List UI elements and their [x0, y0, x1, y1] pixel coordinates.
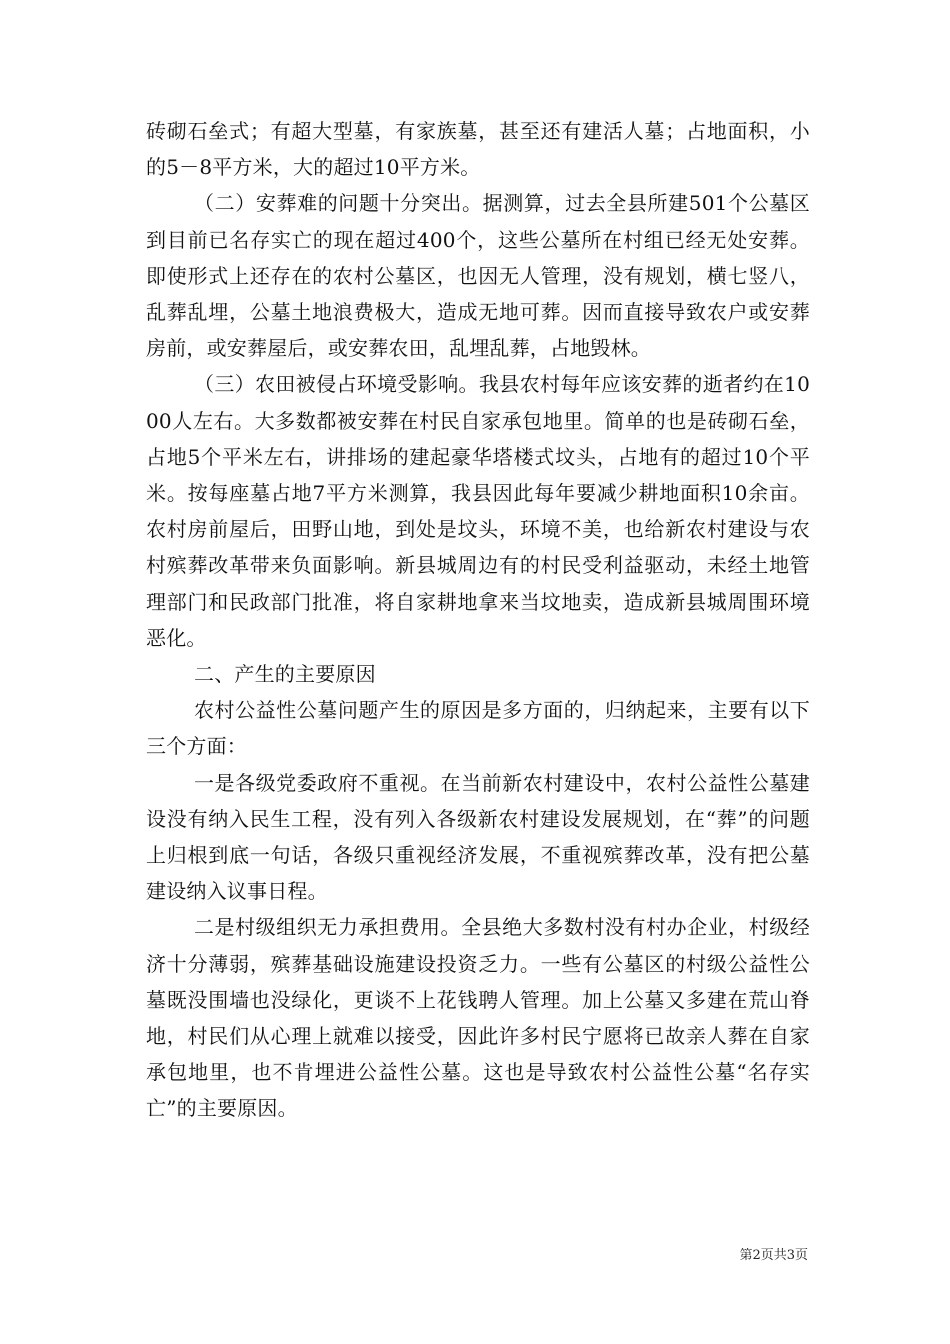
document-body [146, 113, 810, 1127]
paragraph-farmland-occupation: （三）农田被侵占环境受影响。我县农村每年应该安葬的逝者约在1000人左右。大多数都被安葬在村民自家承包地里。简单的也是砖砌石垒，占地5个平米左右，讲排场的建起豪华塔楼式坟头，占地有的超过10个平米。按每座墓占地7平方米测算，我县因此每年要减少耕地面积10余亩。农村房前屋后，田野山地，到处是坟头，环境不美，也给新农村建设与农村殡葬改革带来负面影响。新县城周边有的村民受利益驱动，未经土地管理部门和民政部门批准，将自家耕地拿来当坟地卖，造成新县城周围环境恶化。 [146, 372, 810, 650]
paragraph-cause-one: 一是各级党委政府不重视。在当前新农村建设中，农村公益性公墓建设没有纳入民生工程，没有列入各级新农村建设发展规划，在“葬”的问题上归根到底一句话，各级只重视经济发展，不重视殡葬改革，没有把公墓建设纳入议事日程。 [146, 770, 810, 904]
section-heading-main-causes: 二、产生的主要原因 [194, 662, 376, 687]
paragraph-cause-two: 二是村级组织无力承担费用。全县绝大多数村没有村办企业，村级经济十分薄弱，殡葬基础设施建设投资乏力。一些有公墓区的村级公益性公墓既没围墙也没绿化，更谈不上花钱聘人管理。加上公墓又多建在荒山脊地，村民们从心理上就难以接受，因此许多村民宁愿将已故亲人葬在自家承包地里，也不肯埋进公益性公墓。这也是导致农村公益性公墓“名存实亡”的主要原因。 [146, 915, 810, 1121]
page-number-footer: 第2页共3页 [739, 1248, 808, 1263]
paragraph-burial-difficulty: （二）安葬难的问题十分突出。据测算，过去全县所建501个公墓区到目前已名存实亡的现在超过400个，这些公墓所在村组已经无处安葬。即使形式上还存在的农村公墓区，也因无人管理，没有规划，横七竖八，乱葬乱埋，公墓土地浪费极大，造成无地可葬。因而直接导致农户或安葬房前，或安葬屋后，或安葬农田，乱埋乱葬，占地毁林。 [146, 191, 810, 361]
paragraph-continuation: 砖砌石垒式；有超大型墓，有家族墓，甚至还有建活人墓；占地面积，小的5－8平方米，大的超过10平方米。 [146, 119, 810, 180]
paragraph-causes-intro: 农村公益性公墓问题产生的原因是多方面的，归纳起来，主要有以下三个方面： [146, 698, 810, 759]
